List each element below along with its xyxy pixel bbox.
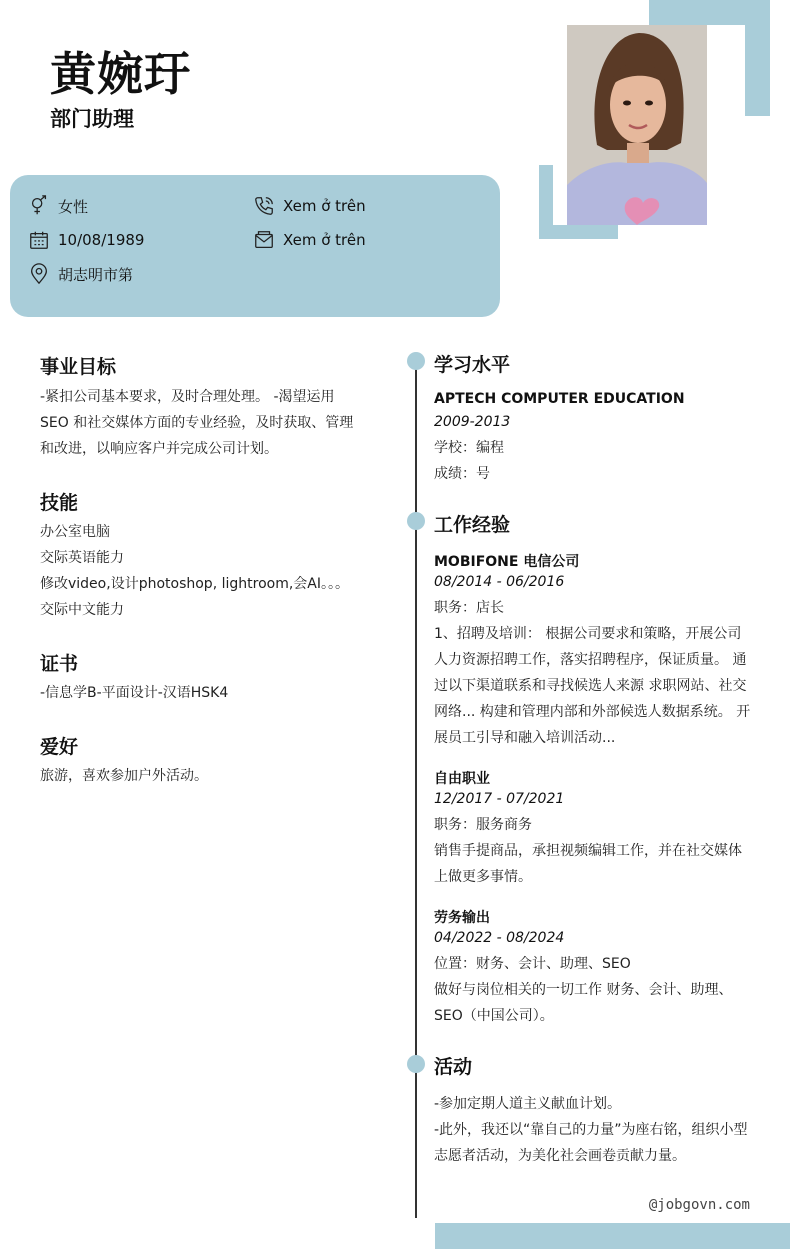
job-desc-line: 过以下渠道联系和寻找候选人来源 求职网站、社交 [434,678,747,694]
contact-birthdate [28,229,144,251]
job-desc-line: 销售手提商品，承担视频编辑工作，并在社交媒体 [434,843,742,859]
timeline-dot-education [407,352,425,370]
job-period: 04/2022 - 08/2024 [434,930,565,946]
hobbies-text [40,763,208,789]
job-period: 12/2017 - 07/2021 [434,791,565,807]
email-value: Xem ở trên [283,231,366,249]
skills-heading: 技能 [40,492,79,514]
phone-value: Xem ở trên [283,197,366,215]
address-value: 胡志明市第 [58,265,134,284]
job-details [434,951,732,1029]
objective-text [40,384,353,462]
job-desc-line: 网络... 构建和管理内部和外部候选人数据系统。 开 [434,704,751,720]
skill-item: 交际中文能力 [40,602,124,618]
certificates-heading: 证书 [40,653,79,675]
job-details [434,595,750,751]
contact-email [253,229,366,251]
skills-list [40,519,349,623]
job-role: 位置：财务、会计、助理、SEO [434,956,631,972]
job-desc-line: SEO（中国公司）。 [434,1008,554,1024]
candidate-name: 黄婉玗 [50,47,191,101]
objective-line: SEO 和社交媒体方面的专业经验，及时获取、管理 [40,415,354,431]
experience-heading: 工作经验 [434,514,511,536]
education-grade: 成绩：号 [434,466,490,482]
timeline-dot-activities [407,1055,425,1073]
job-role: 职务：服务商务 [434,817,532,833]
job-company: 劳务输出 [434,910,490,926]
job-details [434,812,742,890]
skill-item: 交际英语能力 [40,550,124,566]
decor-right-bar [745,0,770,116]
gender-value: 女性 [58,197,89,216]
activity-line: -参加定期人道主义献血计划。 [434,1096,622,1112]
gender-icon [28,195,50,217]
location-icon [28,263,50,285]
activities-heading: 活动 [434,1056,473,1078]
contact-address [28,263,133,285]
activity-line: -此外，我还以“靠自己的力量”为座右铭，组织小型 [434,1122,748,1138]
job-company: 自由职业 [434,771,490,787]
contact-phone [253,195,366,217]
education-major: 学校：编程 [434,440,504,456]
skill-item: 办公室电脑 [40,524,110,540]
phone-icon [253,195,275,217]
objective-heading: 事业目标 [40,356,117,378]
education-heading: 学习水平 [434,354,511,376]
activity-line: 志愿者活动，为美化社会画卷贡献力量。 [434,1148,686,1164]
activities-text [434,1091,748,1169]
candidate-position: 部门助理 [50,107,134,131]
decor-footer-bar [435,1223,790,1249]
profile-photo [567,25,707,225]
mail-icon [253,229,275,251]
job-desc-line: 做好与岗位相关的一切工作 财务、会计、助理、 [434,982,733,998]
decor-bottom-bar [539,225,618,239]
job-desc-line: 人力资源招聘工作，落实招聘程序，保证质量。 通 [434,652,747,668]
certificates-text [40,680,228,706]
education-school: APTECH COMPUTER EDUCATION [434,391,685,407]
calendar-icon [28,229,50,251]
job-desc-line: 1、招聘及培训： 根据公司要求和策略，开展公司 [434,626,742,642]
certificate-item: -信息学B-平面设计-汉语HSK4 [40,685,229,701]
hobby-item: 旅游，喜欢参加户外活动。 [40,768,208,784]
hobbies-heading: 爱好 [40,736,79,758]
birthdate-value: 10/08/1989 [58,231,145,249]
skill-item: 修改video,设计photoshop, lightroom,会AI。。。 [40,576,349,592]
education-details [434,435,504,487]
job-role: 职务：店长 [434,600,504,616]
objective-line: 和改进，以响应客户并完成公司计划。 [40,441,278,457]
objective-line: -紧扣公司基本要求，及时合理处理。 -渴望运用 [40,389,335,405]
job-desc-line: 上做更多事情。 [434,869,532,885]
job-period: 08/2014 - 06/2016 [434,574,565,590]
job-desc-line: 展员工引导和融入培训活动... [434,730,616,746]
timeline-line [415,356,417,1218]
contact-gender [28,195,88,217]
timeline-dot-experience [407,512,425,530]
footer-watermark: @jobgovn.com [648,1197,750,1213]
education-period: 2009-2013 [434,414,511,430]
job-company: MOBIFONE 电信公司 [434,554,580,570]
profile-photo-image [567,25,707,225]
contact-panel [10,175,500,317]
